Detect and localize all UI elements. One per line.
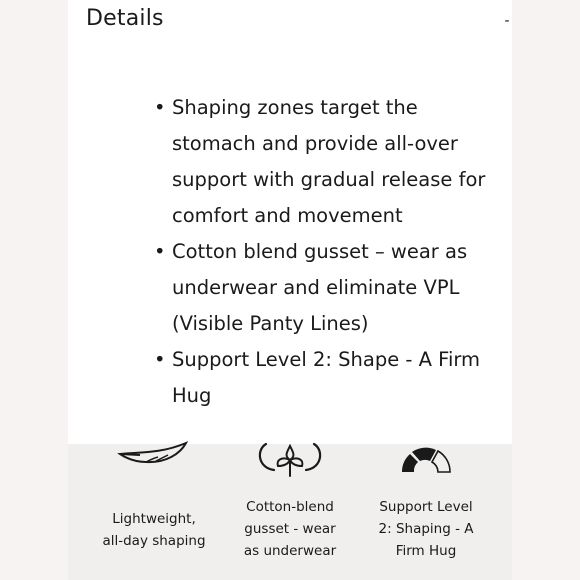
cotton-flower-icon bbox=[254, 440, 326, 480]
list-item bbox=[154, 90, 494, 234]
bullet-dot-icon: • bbox=[154, 240, 166, 263]
feature-support-level bbox=[361, 444, 491, 580]
details-title: Details bbox=[86, 6, 164, 31]
bullet-text: Shaping zones target the stomach and provide all-over support with gradual release for comfort and movement bbox=[172, 96, 486, 227]
feature-caption: Support Level 2: Shaping - A Firm Hug bbox=[378, 499, 474, 559]
bullet-text: Support Level 2: Shape - A Firm Hug bbox=[172, 348, 481, 407]
bullet-dot-icon: • bbox=[154, 96, 166, 119]
details-header[interactable] bbox=[86, 4, 512, 38]
feather-icon bbox=[116, 440, 192, 470]
feature-cotton-gusset bbox=[225, 444, 355, 580]
feature-caption: Cotton-blend gusset - wear as underwear bbox=[243, 499, 337, 559]
list-item bbox=[154, 234, 494, 342]
support-gauge-icon bbox=[396, 444, 456, 476]
collapse-toggle-button[interactable]: - bbox=[504, 13, 510, 29]
feature-lightweight bbox=[89, 444, 219, 580]
details-bullet-list bbox=[154, 90, 494, 414]
bullet-text: Cotton blend gusset – wear as underwear and eliminate VPL (Visible Panty Lines) bbox=[172, 240, 468, 335]
feature-strip bbox=[68, 444, 512, 580]
bullet-dot-icon: • bbox=[154, 348, 166, 371]
feature-caption: Lightweight, all-day shaping bbox=[102, 511, 206, 549]
list-item bbox=[154, 342, 494, 414]
details-panel bbox=[68, 0, 512, 444]
